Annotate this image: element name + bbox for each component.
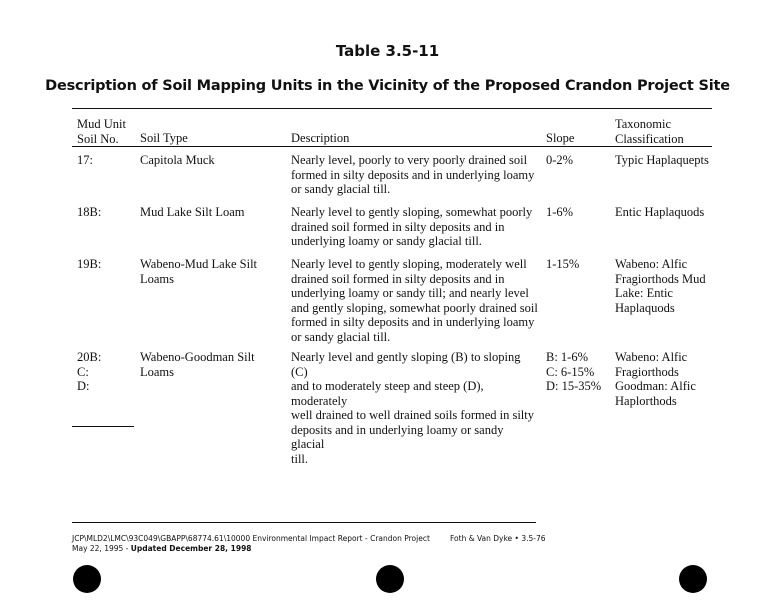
table-end-rule — [72, 426, 134, 427]
cell-line: 18B: — [77, 205, 102, 219]
binder-hole — [679, 565, 707, 593]
cell-line: Wabeno: Alfic — [615, 350, 688, 364]
cell-unit-no — [77, 153, 135, 168]
cell-unit-no — [77, 205, 135, 220]
table-number: Table 3.5-11 — [335, 42, 440, 60]
cell-taxonomic-classification — [615, 350, 715, 408]
cell-line: Typic Haplaquepts — [615, 153, 709, 167]
cell-line: Haplaquods — [615, 300, 675, 315]
cell-line: D: 15-35% — [546, 379, 602, 393]
header-slope: Slope — [546, 131, 575, 145]
cell-soil-type — [140, 350, 285, 379]
cell-line: Wabeno-Mud Lake Silt — [140, 257, 258, 271]
cell-line: Entic Haplaquods — [615, 205, 705, 219]
footer-rule — [72, 522, 536, 523]
cell-line: C: 6-15% — [546, 364, 595, 379]
cell-line: or sandy glacial till. — [291, 182, 391, 196]
footer-updated: Updated December 28, 1998 — [130, 544, 252, 553]
cell-line: 19B: — [77, 257, 102, 271]
cell-line: drained soil formed in silty deposits and in — [291, 219, 505, 234]
cell-soil-type — [140, 153, 285, 168]
cell-line: 17: — [77, 153, 93, 167]
cell-taxonomic-classification — [615, 153, 715, 168]
cell-line: B: 1-6% — [546, 350, 589, 364]
cell-line: Goodman: Alfic — [615, 379, 696, 393]
cell-soil-type — [140, 257, 285, 286]
cell-line: formed in silty deposits and in underlying loamy — [291, 315, 535, 329]
header-description: Description — [291, 131, 350, 145]
cell-soil-type — [140, 205, 285, 220]
cell-description — [291, 153, 539, 197]
cell-line: till. — [291, 451, 309, 466]
cell-line: or sandy glacial till. — [291, 329, 391, 344]
cell-line: drained soil formed in silty deposits and in — [291, 271, 505, 286]
cell-line: C: — [77, 364, 89, 379]
header-text: Classification — [615, 131, 684, 146]
cell-line: Fragiorthods Mud — [615, 271, 706, 286]
header-text: Taxonomic — [615, 117, 672, 131]
cell-line: Nearly level, poorly to very poorly drained soil — [291, 153, 528, 167]
cell-slope — [546, 153, 612, 168]
cell-taxonomic-classification — [615, 257, 715, 315]
binder-hole — [73, 565, 101, 593]
cell-line: Wabeno: Alfic — [615, 257, 688, 271]
cell-line: Wabeno-Goodman Silt — [140, 350, 255, 364]
cell-line: underlying loamy or sandy glacial till. — [291, 234, 482, 248]
cell-slope — [546, 350, 612, 394]
cell-description — [291, 205, 539, 249]
cell-line: Loams — [140, 271, 175, 286]
cell-line: Mud Lake Silt Loam — [140, 205, 245, 219]
cell-slope — [546, 205, 612, 220]
cell-line: Nearly level to gently sloping, moderately well — [291, 257, 527, 271]
cell-slope — [546, 257, 612, 272]
cell-line: underlying loamy or sandy till; and nearly level — [291, 286, 529, 300]
header-text: Soil No. — [77, 131, 119, 146]
cell-line: Haplorthods — [615, 393, 677, 408]
cell-line: Loams — [140, 364, 175, 379]
cell-line: deposits and in underlying loamy or sandy glacial — [291, 422, 504, 451]
header-taxonomic — [615, 117, 715, 146]
header-text: Mud Unit — [77, 117, 126, 131]
table-title: Description of Soil Mapping Units in the Vicinity of the Proposed Crandon Project Site — [45, 78, 730, 94]
footer-date-prefix: May 22, 1995 - — [72, 544, 131, 553]
cell-unit-no — [77, 257, 135, 272]
footer-date — [72, 544, 252, 554]
footer-path: JCP\MLD2\LMC\93C049\GBAPP\68774.61\10000 Environmental Impact Report - Crandon Project — [72, 534, 430, 543]
table-top-rule — [72, 108, 712, 109]
header-soil-type: Soil Type — [140, 131, 188, 145]
cell-line: and gently sloping, somewhat poorly drained soil — [291, 300, 538, 315]
cell-line: and to moderately steep and steep (D), moderately — [291, 379, 484, 408]
footer-page-ref: Foth & Van Dyke • 3.5-76 — [450, 534, 546, 543]
cell-line: 0-2% — [546, 153, 574, 167]
cell-line: Fragiorthods — [615, 364, 679, 379]
cell-line: Nearly level and gently sloping (B) to sloping (C) — [291, 350, 521, 379]
cell-unit-no — [77, 350, 135, 394]
cell-description — [291, 350, 539, 466]
cell-line: Capitola Muck — [140, 153, 215, 167]
cell-line: 1-15% — [546, 257, 580, 271]
header-rule — [72, 146, 712, 147]
cell-taxonomic-classification — [615, 205, 715, 220]
cell-description — [291, 257, 539, 344]
cell-line: 1-6% — [546, 205, 574, 219]
cell-line: formed in silty deposits and in underlying loamy — [291, 167, 535, 182]
cell-line: well drained to well drained soils formed in silty — [291, 408, 535, 422]
cell-line: 20B: — [77, 350, 102, 364]
cell-line: D: — [77, 379, 90, 393]
binder-hole — [376, 565, 404, 593]
cell-line: Lake: Entic — [615, 286, 673, 300]
cell-line: Nearly level to gently sloping, somewhat poorly — [291, 205, 533, 219]
header-mud-unit — [77, 117, 135, 146]
